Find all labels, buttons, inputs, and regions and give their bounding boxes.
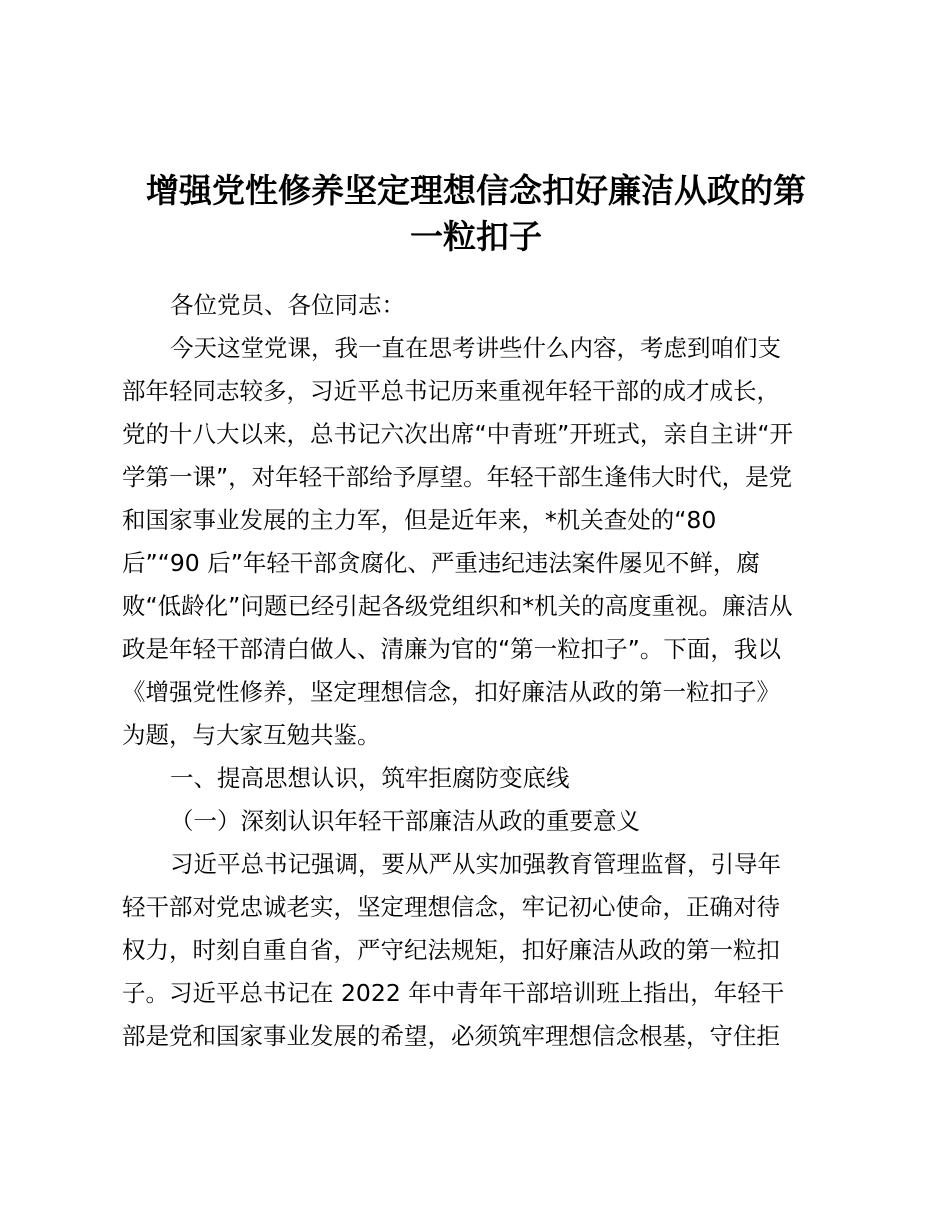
paragraph-line: 今天这堂党课，我一直在思考讲些什么内容，考虑到咱们支 xyxy=(170,334,781,362)
document-title xyxy=(120,168,832,260)
paragraph-line: 子。习近平总书记在 2022 年中青年干部培训班上指出，年轻干 xyxy=(122,979,785,1007)
title-line-2: 一粒扣子 xyxy=(410,217,542,256)
paragraph-line: 权力，时刻自重自省，严守纪法规矩，扣好廉洁从政的第一粒扣 xyxy=(122,936,780,964)
paragraph-line: 败“低龄化”问题已经引起各级党组织和*机关的高度重视。廉洁从 xyxy=(122,592,793,620)
paragraph-line: 学第一课”，对年轻干部给予厚望。年轻干部生逢伟大时代，是党 xyxy=(122,463,793,491)
document-body xyxy=(122,284,834,1058)
paragraph-line: 政是年轻干部清白做人、清廉为官的“第一粒扣子”。下面，我以 xyxy=(122,635,781,663)
salutation: 各位党员、各位同志： xyxy=(170,291,405,319)
subsection-heading: （一）深刻认识年轻干部廉洁从政的重要意义 xyxy=(170,807,640,835)
paragraph-line: 部是党和国家事业发展的希望，必须筑牢理想信念根基，守住拒 xyxy=(122,1022,780,1050)
paragraph-line: 习近平总书记强调，要从严从实加强教育管理监督，引导年 xyxy=(170,850,781,878)
paragraph-line: 党的十八大以来，总书记六次出席“中青班”开班式，亲自主讲“开 xyxy=(122,420,794,448)
paragraph-line: 《增强党性修养，坚定理想信念，扣好廉洁从政的第一粒扣子》 xyxy=(122,678,780,706)
paragraph-line: 部年轻同志较多，习近平总书记历来重视年轻干部的成才成长， xyxy=(122,377,780,405)
title-line-1: 增强党性修养坚定理想信念扣好廉洁从政的第 xyxy=(146,171,806,210)
paragraph-line: 和国家事业发展的主力军，但是近年来，*机关查处的“80 xyxy=(122,506,717,534)
paragraph-line: 后”“90 后”年轻干部贪腐化、严重违纪违法案件屡见不鲜，腐 xyxy=(122,549,760,577)
paragraph-line: 轻干部对党忠诚老实，坚定理想信念，牢记初心使命，正确对待 xyxy=(122,893,780,921)
paragraph-line: 为题，与大家互勉共鉴。 xyxy=(122,721,381,749)
section-heading: 一、提高思想认识，筑牢拒腐防变底线 xyxy=(170,764,570,792)
